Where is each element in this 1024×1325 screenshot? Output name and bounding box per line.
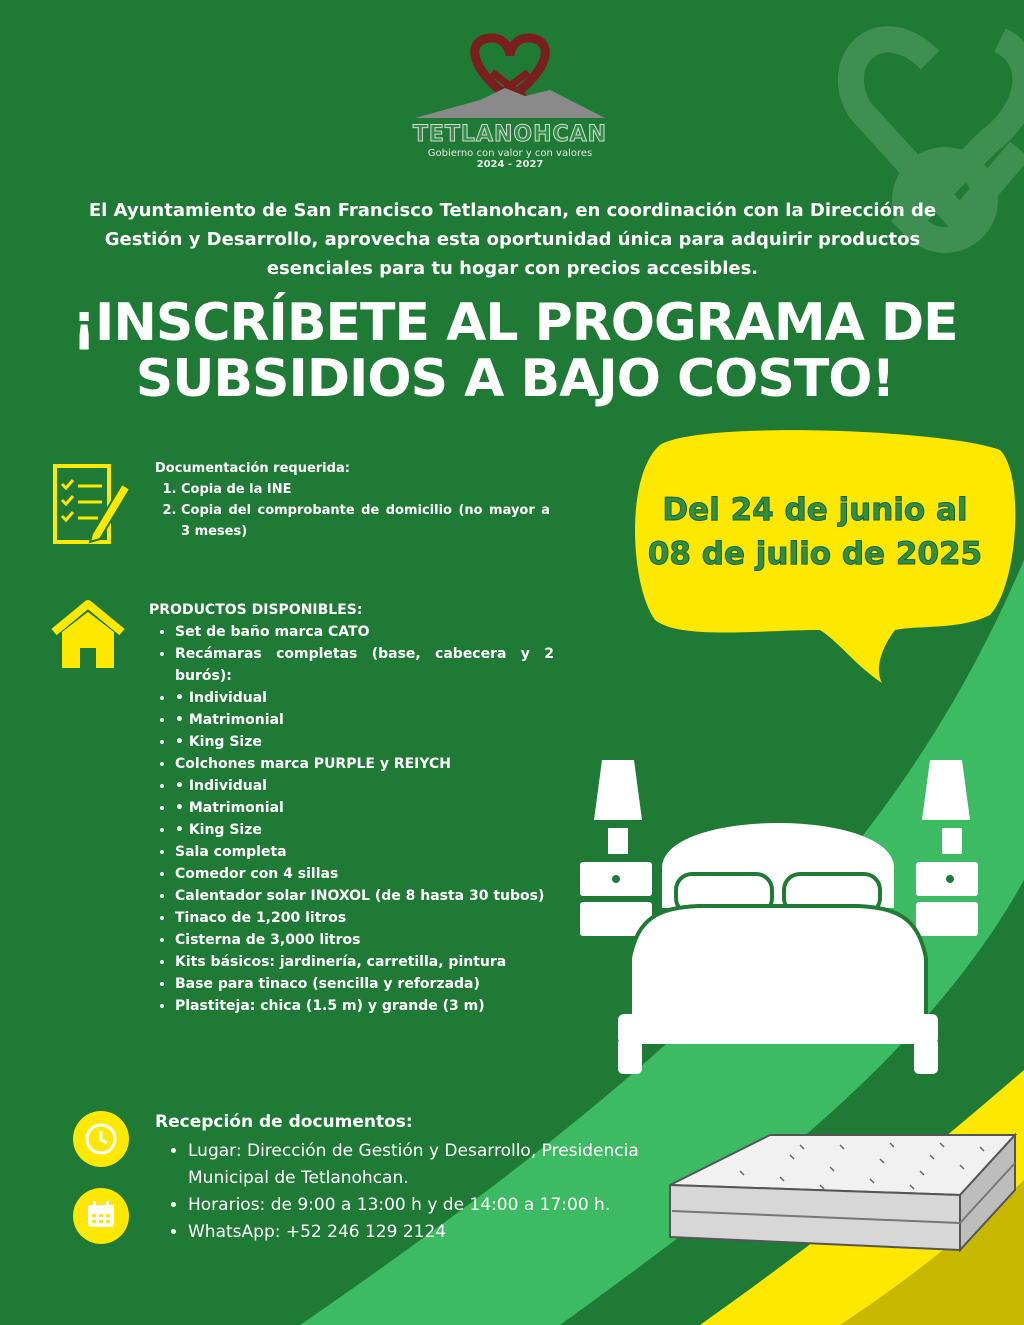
house-icon xyxy=(50,598,126,670)
document-item: 2. Copia del comprobante de domicilio (no mayor a 3 meses) xyxy=(181,500,550,542)
clock-icon xyxy=(73,1111,129,1167)
reception-item: • Horarios: de 9:00 a 13:00 h y de 14:00 a 17:00 h. xyxy=(188,1192,642,1219)
product-item: • Base para tinaco (sencilla y reforzada) xyxy=(175,973,554,995)
product-item: • Tinaco de 1,200 litros xyxy=(175,907,554,929)
products-title: PRODUCTOS DISPONIBLES: xyxy=(149,602,363,618)
heart-knot-icon xyxy=(410,30,610,122)
bed-icon xyxy=(578,758,978,1078)
product-item: • Set de baño marca CATO xyxy=(175,621,554,643)
date-line-1: Del 24 de junio al xyxy=(662,492,968,528)
product-item: • Cisterna de 3,000 litros xyxy=(175,929,554,951)
product-item: • • Matrimonial xyxy=(175,797,554,819)
product-item: • Comedor con 4 sillas xyxy=(175,863,554,885)
reception-item: • Lugar: Dirección de Gestión y Desarrollo, Presidencia Municipal de Tetlanohcan. xyxy=(188,1138,642,1192)
required-documents xyxy=(155,458,550,542)
date-range xyxy=(640,488,990,576)
tetlanohcan-logo xyxy=(410,30,610,170)
product-item: • Sala completa xyxy=(175,841,554,863)
available-products xyxy=(149,599,554,1017)
reception-item: • WhatsApp: +52 246 129 2124 xyxy=(188,1219,642,1246)
product-item: • Calentador solar INOXOL (de 8 hasta 30 tubos) xyxy=(175,885,554,907)
logo-tagline: Gobierno con valor y con valores xyxy=(427,148,593,159)
product-item: • • Matrimonial xyxy=(175,709,554,731)
document-checklist-icon xyxy=(52,462,132,546)
product-item: • • Individual xyxy=(175,687,554,709)
reception-details xyxy=(162,1138,642,1246)
intro-paragraph: El Ayuntamiento de San Francisco Tetlanohcan, en coordinación con la Dirección de Gestión y Desarrollo, aprovecha esta oportunidad única para adquirir productos esenciales para tu hogar con precios accesibles. xyxy=(88,200,937,279)
reception-title: Recepción de documentos: xyxy=(155,1112,413,1132)
mattress-icon xyxy=(660,1115,1020,1255)
product-item: • Recámaras completas (base, cabecera y 2 burós): xyxy=(175,643,554,687)
calendar-icon xyxy=(73,1188,129,1244)
document-item: 1. Copia de la INE xyxy=(181,479,550,500)
headline-line-1: ¡INSCRÍBETE AL PROGRAMA DE xyxy=(72,293,958,353)
product-item: • • Individual xyxy=(175,775,554,797)
headline xyxy=(60,295,970,407)
date-line-2: 08 de julio de 2025 xyxy=(647,536,983,572)
product-item: • Kits básicos: jardinería, carretilla, pintura xyxy=(175,951,554,973)
product-item: • • King Size xyxy=(175,819,554,841)
product-item: • Colchones marca PURPLE y REIYCH xyxy=(175,753,554,775)
product-item: • Plastiteja: chica (1.5 m) y grande (3 m) xyxy=(175,995,554,1017)
documents-title: Documentación requerida: xyxy=(155,461,350,476)
product-item: • • King Size xyxy=(175,731,554,753)
logo-name: TETLANOHCAN xyxy=(412,122,608,147)
headline-line-2: SUBSIDIOS A BAJO COSTO! xyxy=(135,349,895,409)
logo-years: 2024 - 2027 xyxy=(476,159,544,170)
